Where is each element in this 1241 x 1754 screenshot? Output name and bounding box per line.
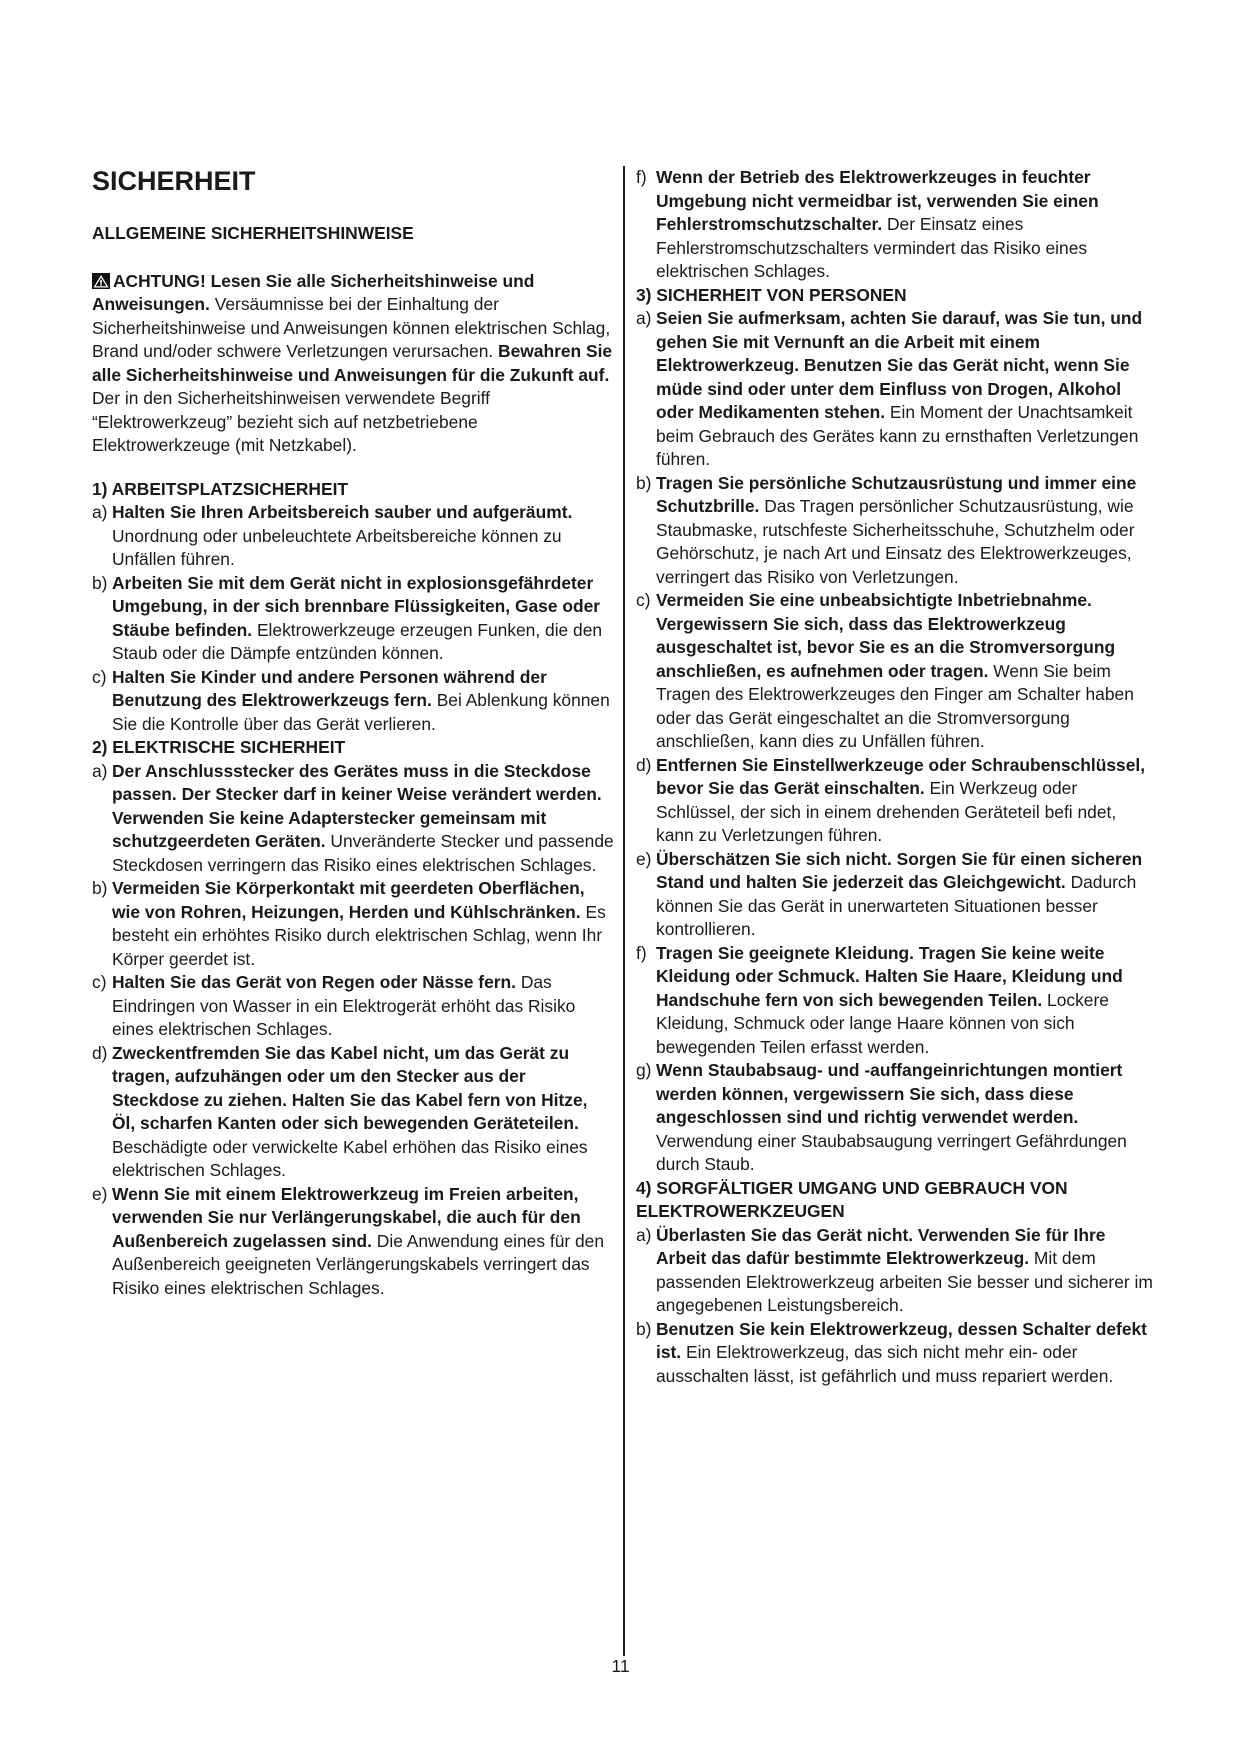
list-item: b) Vermeiden Sie Körperkontakt mit geerdeten Oberflächen, wie von Rohren, Heizungen, Herden und Kühlschränken. Es besteht ein erhöhtes Risiko durch elektrischen Schlag, wenn Ihr Körper geerdet ist. <box>92 878 606 969</box>
list-item: b) Tragen Sie persönliche Schutzausrüstung und immer eine Schutzbrille. Das Tragen persönlicher Schutzausrüstung, wie Staubmaske, rutschfeste Sicherheitsschuhe, Schutzhelm oder Gehörschutz, je nach Art und Einsatz des Elektrowerkzeuges, verringert das Risiko von Verletzungen. <box>636 472 1137 587</box>
list-item: b) Benutzen Sie kein Elektrowerkzeug, dessen Schalter defekt ist. Ein Elektrowerkzeug, das sich nicht mehr ein- oder ausschalten lässt, ist gefährlich und muss repariert werden. <box>636 1318 1147 1386</box>
section-2 <box>92 736 614 1300</box>
list-item: f) Wenn der Betrieb des Elektrowerkzeuges in feuchter Umgebung nicht vermeidbar ist, verwenden Sie einen Fehlerstromschutzschalter. Der Einsatz eines Fehlerstromschutzschalters vermindert das Risiko eines elektrischen Schlages. <box>636 167 1099 281</box>
list-item: e) Überschätzen Sie sich nicht. Sorgen Sie für einen sicheren Stand und halten Sie jederzeit das Gleichgewicht. Dadurch können Sie das Gerät in unerwarteten Situationen besser kontrollieren. <box>636 848 1143 939</box>
section-heading: 4) SORGFÄLTIGER UMGANG UND GEBRAUCH VON ELEKTROWERKZEUGEN <box>636 1177 1068 1221</box>
column-divider <box>623 166 625 1656</box>
left-column <box>92 166 614 1300</box>
section-heading: 2) ELEKTRISCHE SICHERHEIT <box>92 737 346 757</box>
list-item: a) Überlasten Sie das Gerät nicht. Verwenden Sie für Ihre Arbeit das dafür bestimmte Elektrowerkzeug. Mit dem passenden Elektrowerkzeug arbeiten Sie besser und sicherer im angegebenen Leistungsbereich. <box>636 1224 1153 1315</box>
section-heading: 1) ARBEITSPLATZSICHERHEIT <box>92 478 349 499</box>
page-number: 11 <box>611 1656 630 1676</box>
section-2-continued <box>636 166 1156 284</box>
list-item: f) Tragen Sie geeignete Kleidung. Tragen Sie keine weite Kleidung oder Schmuck. Halten Sie Haare, Kleidung und Handschuhe fern von sich bewegenden Teilen. Lockere Kleidung, Schmuck oder lange Haare können von sich bewegenden Teilen erfasst werden. <box>636 942 1123 1057</box>
list-item: c) Halten Sie das Gerät von Regen oder Nässe fern. Das Eindringen von Wasser in ein Elektrogerät erhöht das Risiko eines elektrischen Schlages. <box>92 972 576 1039</box>
intro-paragraph <box>92 270 614 388</box>
page-title: SICHERHEIT <box>92 166 256 196</box>
list-item: e) Wenn Sie mit einem Elektrowerkzeug im Freien arbeiten, verwenden Sie nur Verlängerungskabel, die auch für den Außenbereich zugelassen sind. Die Anwendung eines für den Außenbereich geeigneten Verlängerungskabels verringert das Risiko eines elektrischen Schlages. <box>92 1183 605 1298</box>
section-4 <box>636 1177 1156 1389</box>
list-item: c) Vermeiden Sie eine unbeabsichtigte Inbetriebnahme. Vergewissern Sie sich, dass das Elektrowerkzeug ausgeschaltet ist, bevor Sie es an die Stromversorgung anschließen, es aufnehmen oder tragen. Wenn Sie beim Tragen des Elektrowerkzeuges den Finger am Schalter haben oder das Gerät eingeschaltet an die Stromversorgung anschließen, kann dies zu Unfällen führen. <box>636 590 1134 751</box>
list-item: a) Seien Sie aufmerksam, achten Sie darauf, was Sie tun, und gehen Sie mit Vernunft an die Arbeit mit einem Elektrowerkzeug. Benutzen Sie das Gerät nicht, wenn Sie müde sind oder unter dem Einfluss von Drogen, Alkohol oder Medikamenten stehen. Ein Moment der Unachtsamkeit beim Gebrauch des Gerätes kann zu ernsthaften Verletzungen führen. <box>636 308 1143 469</box>
intro-bold-keep: Bewahren Sie alle Sicherheitshinweise und Anweisungen für die Zukunft auf. <box>92 341 613 385</box>
list-item: a) Der Anschlussstecker des Gerätes muss in die Steckdose passen. Der Stecker darf in keiner Weise verändert werden. Verwenden Sie keine Adapterstecker gemeinsam mit schutzgeerdeten Geräten. Unveränderte Stecker und passende Steckdosen verringern das Risiko eines elektrischen Schlages. <box>92 760 614 875</box>
subtitle: ALLGEMEINE SICHERHEITSHINWEISE <box>92 223 414 243</box>
warning-icon <box>92 273 110 289</box>
list-item: d) Entfernen Sie Einstellwerkzeuge oder Schraubenschlüssel, bevor Sie das Gerät einschalten. Ein Werkzeug oder Schlüssel, der sich in einem drehenden Geräteteil befi ndet, kann zu Verletzungen führen. <box>636 754 1146 845</box>
list-item: d) Zweckentfremden Sie das Kabel nicht, um das Gerät zu tragen, aufzuhängen oder um den Stecker aus der Steckdose zu ziehen. Halten Sie das Kabel fern von Hitze, Öl, scharfen Kanten oder sich bewegenden Geräteteilen. Beschädigte oder verwickelte Kabel erhöhen das Risiko eines elektrischen Schlages. <box>92 1042 588 1180</box>
list-item: b) Arbeiten Sie mit dem Gerät nicht in explosionsgefährdeter Umgebung, in der sich brennbare Flüssigkeiten, Gase oder Stäube befinden. Elektrowerkzeuge erzeugen Funken, die den Staub oder die Dämpfe entzünden können. <box>92 572 603 663</box>
intro-definition: Der in den Sicherheitshinweisen verwendete Begriff “Elektrowerkzeug” bezieht sich auf netzbetriebene Elektrowerkzeuge (mit Netzkabel). <box>92 388 490 455</box>
list-item: a) Halten Sie Ihren Arbeitsbereich sauber und aufgeräumt. Unordnung oder unbeleuchtete Arbeitsbereiche können zu Unfällen führen. <box>92 502 573 569</box>
list-item: c) Halten Sie Kinder und andere Personen während der Benutzung des Elektrowerkzeugs fern. Bei Ablenkung können Sie die Kontrolle über das Gerät verlieren. <box>92 666 610 734</box>
right-column <box>636 166 1156 1388</box>
section-1 <box>92 478 614 737</box>
intro-bold-warning: ACHTUNG! Lesen Sie alle Sicherheitshinweise und Anweisungen. <box>92 270 535 314</box>
section-heading: 3) SICHERHEIT VON PERSONEN <box>636 284 907 305</box>
section-3 <box>636 284 1156 1177</box>
intro-text: Versäumnisse bei der Einhaltung der Sicherheitshinweise und Anweisungen können elektrischen Schlag, Brand und/oder schwere Verletzungen verursachen. <box>92 294 611 361</box>
list-item: g) Wenn Staubabsaug- und -auffangeinrichtungen montiert werden können, vergewissern Sie sich, dass diese angeschlossen sind und richtig verwendet werden. Verwendung einer Staubabsaugung verringert Gefährdungen durch Staub. <box>636 1060 1127 1174</box>
